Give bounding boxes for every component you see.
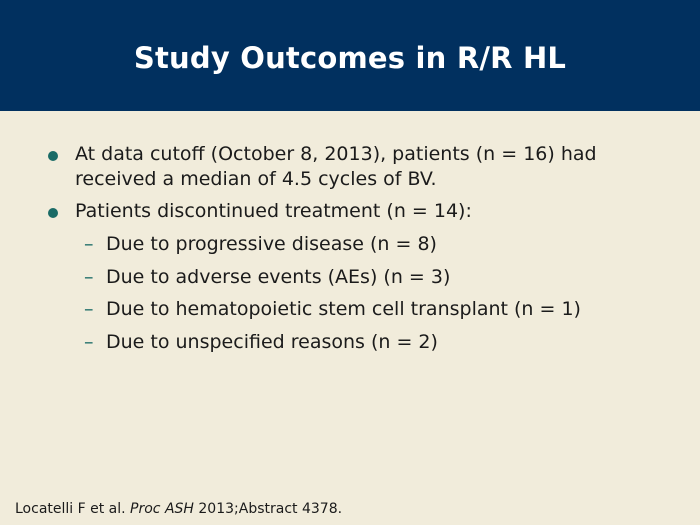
bullet-dot-icon <box>48 151 58 161</box>
sub-bullet-item: Due to adverse events (AEs) (n = 3) <box>106 266 451 288</box>
sub-bullet-item: Due to progressive disease (n = 8) <box>106 233 437 255</box>
bullet-dot-icon <box>48 208 58 218</box>
slide-title: Study Outcomes in R/R HL <box>133 41 567 75</box>
bullet-text-line: At data cutoff (October 8, 2013), patients (n = 16) had <box>75 143 597 165</box>
bullet-item <box>75 199 655 224</box>
sub-bullet-dash-icon: – <box>84 298 94 320</box>
sub-bullet-dash-icon: – <box>84 233 94 255</box>
bullet-text-line: Patients discontinued treatment (n = 14): <box>75 200 472 222</box>
sub-bullet-item: Due to hematopoietic stem cell transplant (n = 1) <box>106 298 581 320</box>
bullet-item <box>75 142 655 192</box>
sub-bullet-dash-icon: – <box>84 266 94 288</box>
sub-bullet-item: Due to unspecified reasons (n = 2) <box>106 331 438 353</box>
sub-bullet-dash-icon: – <box>84 331 94 353</box>
title-banner <box>0 0 700 111</box>
bullet-text-line: received a median of 4.5 cycles of BV. <box>75 168 437 190</box>
citation-authors: Locatelli F et al. <box>15 501 131 517</box>
citation-details: 2013;Abstract 4378. <box>193 501 343 517</box>
citation <box>15 500 342 518</box>
citation-journal: Proc ASH <box>130 501 194 517</box>
